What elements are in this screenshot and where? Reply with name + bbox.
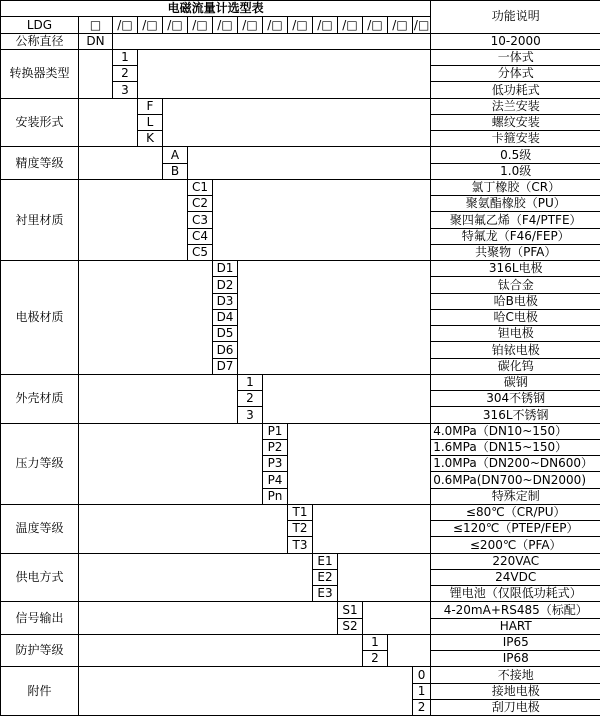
desc-cell: 锂电池（仅限低功耗式） [431, 586, 600, 602]
code-slot: /□ [113, 17, 138, 33]
desc-cell: ≤200℃（PFA） [431, 537, 600, 553]
selection-table-body [1, 1, 600, 716]
code-slot: /□ [263, 17, 288, 33]
desc-cell: 氯丁橡胶（CR） [431, 179, 600, 195]
empty-cell [163, 98, 431, 147]
code-cell: D3 [213, 293, 238, 309]
desc-cell: 4-20mA+RS485（标配） [431, 602, 600, 618]
empty-cell [79, 98, 138, 147]
code-cell: D1 [213, 261, 238, 277]
code-cell: E1 [313, 553, 338, 569]
row-label-dn: 公称直径 [1, 33, 79, 49]
model-prefix: LDG [1, 17, 79, 33]
code-cell: S2 [338, 618, 363, 634]
empty-cell [79, 179, 188, 260]
desc-cell: 碳化钨 [431, 358, 600, 374]
code-cell: 3 [238, 407, 263, 423]
desc-cell: 4.0MPa（DN10~150） [431, 423, 600, 439]
desc-cell: 共聚物（PFA） [431, 244, 600, 260]
desc-cell: 螺纹安装 [431, 114, 600, 130]
code-cell: 2 [113, 66, 138, 82]
function-column-header: 功能说明 [431, 1, 600, 34]
row-label: 安装形式 [1, 98, 79, 147]
desc-cell: 1.0级 [431, 163, 600, 179]
desc-cell: 法兰安装 [431, 98, 600, 114]
row-label: 供电方式 [1, 553, 79, 602]
code-cell: 2 [413, 699, 431, 715]
empty-cell [79, 49, 113, 98]
code-cell: Pn [263, 488, 288, 504]
empty-cell [263, 374, 431, 423]
empty-cell [138, 49, 431, 98]
code-slot: /□ [188, 17, 213, 33]
desc-cell: 铂铱电极 [431, 342, 600, 358]
desc-cell: IP65 [431, 634, 600, 650]
desc-cell: 220VAC [431, 553, 600, 569]
code-slot: /□ [338, 17, 363, 33]
empty-cell [79, 667, 413, 716]
desc-cell: 24VDC [431, 569, 600, 585]
empty-cell [313, 504, 431, 553]
empty-cell [113, 33, 431, 49]
code-cell: DN [79, 33, 113, 49]
code-cell: C3 [188, 212, 213, 228]
code-cell: D2 [213, 277, 238, 293]
code-cell: K [138, 131, 163, 147]
code-cell: T1 [288, 504, 313, 520]
code-cell: 1 [113, 49, 138, 65]
desc-cell: 304不锈钢 [431, 391, 600, 407]
empty-cell [79, 602, 338, 635]
desc-cell: HART [431, 618, 600, 634]
desc-cell: 低功耗式 [431, 82, 600, 98]
dn-digit-box: □ [79, 17, 113, 33]
code-cell: C2 [188, 196, 213, 212]
empty-cell [79, 261, 213, 375]
row-label: 衬里材质 [1, 179, 79, 260]
code-cell: 3 [113, 82, 138, 98]
row-label: 信号输出 [1, 602, 79, 635]
desc-cell: 哈C电极 [431, 309, 600, 325]
code-slot: /□ [138, 17, 163, 33]
table-title: 电磁流量计选型表 [1, 1, 431, 17]
empty-cell [79, 374, 238, 423]
code-cell: D7 [213, 358, 238, 374]
desc-cell: 分体式 [431, 66, 600, 82]
code-cell: D4 [213, 309, 238, 325]
code-cell: 0 [413, 667, 431, 683]
code-cell: T3 [288, 537, 313, 553]
desc-cell: ≤120℃（PTEP/FEP） [431, 521, 600, 537]
empty-cell [338, 553, 431, 602]
code-cell: C1 [188, 179, 213, 195]
desc-cell: 钽电极 [431, 326, 600, 342]
code-cell: P1 [263, 423, 288, 439]
desc-cell: 10-2000 [431, 33, 600, 49]
row-label: 外壳材质 [1, 374, 79, 423]
empty-cell [79, 147, 163, 180]
code-slot: /□ [413, 17, 430, 32]
code-slot: /□ [388, 17, 413, 33]
desc-cell: 0.6MPa(DN700~DN2000) [431, 472, 600, 488]
code-slot: /□ [163, 17, 188, 33]
code-slot: /□ [313, 17, 338, 33]
code-slot: /□ [213, 17, 238, 33]
empty-cell [79, 634, 363, 667]
row-label: 防护等级 [1, 634, 79, 667]
code-cell: E2 [313, 569, 338, 585]
empty-cell [363, 602, 431, 635]
desc-cell: ≤80℃（CR/PU） [431, 504, 600, 520]
desc-cell: 卡箍安装 [431, 131, 600, 147]
desc-cell: 316L不锈钢 [431, 407, 600, 423]
code-slot: /□ [288, 17, 313, 33]
code-cell: 1 [413, 683, 431, 699]
row-label: 转换器类型 [1, 49, 79, 98]
row-label: 压力等级 [1, 423, 79, 504]
code-cell: D5 [213, 326, 238, 342]
desc-cell: 特殊定制 [431, 488, 600, 504]
desc-cell: IP68 [431, 651, 600, 667]
code-cell: 1 [363, 634, 388, 650]
code-cell: T2 [288, 521, 313, 537]
code-cell: E3 [313, 586, 338, 602]
empty-cell [288, 423, 431, 504]
code-cell: B [163, 163, 188, 179]
code-cell: A [163, 147, 188, 163]
code-cell: D6 [213, 342, 238, 358]
code-cell: P2 [263, 439, 288, 455]
desc-cell: 一体式 [431, 49, 600, 65]
empty-cell [79, 504, 288, 553]
code-cell: C4 [188, 228, 213, 244]
desc-cell: 钛合金 [431, 277, 600, 293]
row-label: 温度等级 [1, 504, 79, 553]
empty-cell [388, 634, 431, 667]
code-cell: 1 [238, 374, 263, 390]
empty-cell [188, 147, 431, 180]
row-label: 附件 [1, 667, 79, 716]
code-cell: P3 [263, 456, 288, 472]
code-slot: /□ [238, 17, 263, 33]
code-slot: /□ [363, 17, 388, 33]
empty-cell [213, 179, 431, 260]
desc-cell: 0.5级 [431, 147, 600, 163]
code-cell: S1 [338, 602, 363, 618]
code-cell: P4 [263, 472, 288, 488]
code-cell: L [138, 114, 163, 130]
desc-cell: 聚氨酯橡胶（PU） [431, 196, 600, 212]
desc-cell: 聚四氟乙烯（F4/PTFE） [431, 212, 600, 228]
row-label: 精度等级 [1, 147, 79, 180]
desc-cell: 不接地 [431, 667, 600, 683]
empty-cell [79, 553, 313, 602]
desc-cell: 哈B电极 [431, 293, 600, 309]
code-cell: 2 [363, 651, 388, 667]
empty-cell [238, 261, 431, 375]
desc-cell: 刮刀电极 [431, 699, 600, 715]
desc-cell: 接地电极 [431, 683, 600, 699]
code-cell: C5 [188, 244, 213, 260]
desc-cell: 316L电极 [431, 261, 600, 277]
desc-cell: 1.6MPa（DN15~150） [431, 439, 600, 455]
row-label: 电极材质 [1, 261, 79, 375]
code-cell: 2 [238, 391, 263, 407]
code-cell: F [138, 98, 163, 114]
desc-cell: 1.0MPa（DN200~DN600） [431, 456, 600, 472]
empty-cell [79, 423, 263, 504]
desc-cell: 特氟龙（F46/FEP） [431, 228, 600, 244]
desc-cell: 碳钢 [431, 374, 600, 390]
